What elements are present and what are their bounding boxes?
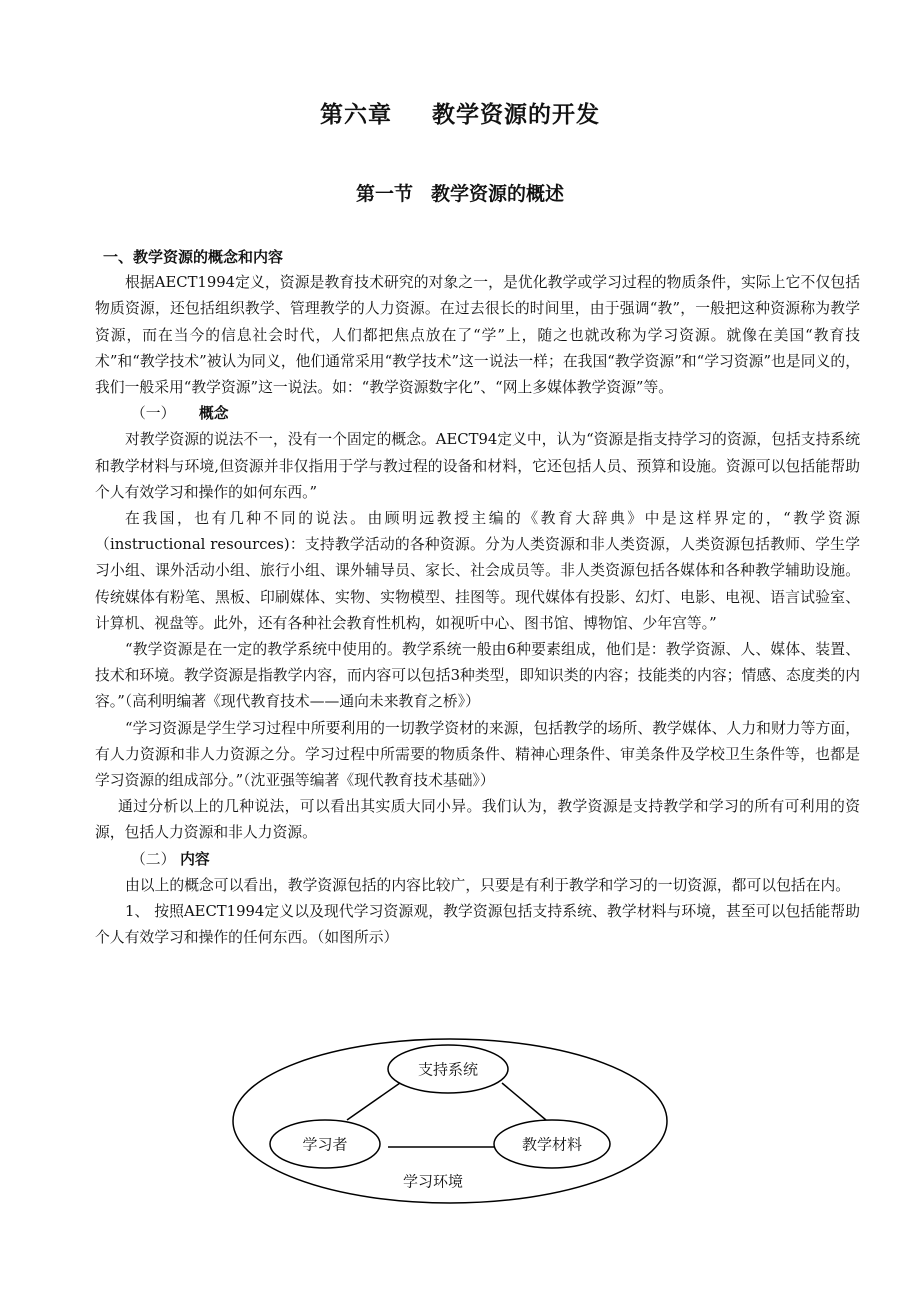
section-name: 教学资源的概述 — [431, 183, 565, 205]
chapter-label: 第六章 — [320, 102, 392, 128]
paragraph-content-scope: 由以上的概念可以看出，教学资源包括的内容比较广，只要是有利于教学和学习的一切资源，都可以包括在内。 — [125, 876, 851, 894]
node-learner-label: 学习者 — [302, 1135, 348, 1154]
subheading-concept-title: 概念 — [198, 405, 229, 423]
body-text — [95, 244, 860, 951]
node-teaching-material-label: 教学材料 — [521, 1135, 583, 1154]
resource-diagram — [230, 1036, 670, 1206]
paragraph-shen-quote: “学习资源是学生学习过程中所要利用的一切教学资材的来源，包括教学的场所、教学媒体、人力和财力等方面，有人力资源和非人力资源之分。学习过程中所需要的物质条件、精神心理条件、审美条件及学校卫生条件等，也都是学习资源的组成部分。”（沈亚强等编著《现代教育技术基础》） — [95, 719, 860, 790]
paragraph-gao-quote: “教学资源是在一定的教学系统中使用的。教学系统一般由6种要素组成，他们是：教学资源、人、媒体、装置、技术和环境。教学资源是指教学内容，而内容可以包括3种类型，即知识类的内容；技能类的内容；情感、态度类的内容。”（高利明编著《现代教育技术——通向未来教育之桥》） — [95, 641, 860, 711]
node-support-system-label: 支持系统 — [417, 1060, 479, 1079]
edge-top-right — [502, 1083, 546, 1120]
section-label: 第一节 — [355, 183, 413, 205]
subheading-content — [131, 847, 860, 873]
paragraph-intro: 根据AECT1994定义，资源是教育技术研究的对象之一，是优化教学或学习过程的物质条件，实际上它不仅包括物质资源，还包括组织教学、管理教学的人力资源。在过去很长的时间里，由于强调“教”，一般把这种资源称为教学资源，而在当今的信息社会时代，人们都把焦点放在了“学”上，随之也就改称为学习资源。就像在美国“教育技术”和“教学技术”被认为同义，他们通常采用“教学技术”这一说法一样；在我国“教学资源”和“学习资源”也是同义的，我们一般采用“教学资源”这一说法。如：“教学资源数字化”、“网上多媒体教学资源”等。 — [95, 274, 860, 397]
chapter-name: 教学资源的开发 — [432, 102, 600, 128]
edge-top-left — [347, 1083, 400, 1120]
environment-label: 学习环境 — [402, 1172, 464, 1191]
chapter-title — [0, 96, 920, 129]
subheading-content-label: （二） — [131, 850, 176, 868]
heading-concept-content: 一、教学资源的概念和内容 — [103, 248, 284, 266]
paragraph-china-definition: 在我国，也有几种不同的说法。由顾明远教授主编的《教育大辞典》中是这样界定的，“教学资源（instructional resources)：支持教学活动的各种资源。分为人类资源和非人类资源，人类资源包括教师、学生学习小组、课外活动小组、旅行小组、课外辅导员、家长、社会成员等。非人类资源包括各媒体和各种教学辅助设施。传统媒体有粉笔、黑板、印刷媒体、实物、实物模型、挂图等。现代媒体有投影、幻灯、电影、电视、语言试验室、计算机、视盘等。此外，还有各种社会教育性机构，如视听中心、图书馆、博物馆、少年宫等。” — [95, 510, 860, 632]
section-title — [0, 179, 920, 206]
paragraph-conclusion: 通过分析以上的几种说法，可以看出其实质大同小异。我们认为，教学资源是支持教学和学习的所有可利用的资源，包括人力资源和非人力资源。 — [95, 798, 860, 842]
paragraph-aect-definition: 对教学资源的说法不一，没有一个固定的概念。AECT94定义中，认为“资源是指支持学习的资源，包括支持系统和教学材料与环境,但资源并非仅指用于学与教过程的设备和材料，它还包括人员、预算和设施。资源可以包括能帮助个人有效学习和操作的如何东西。” — [95, 431, 860, 501]
subheading-concept — [131, 401, 860, 427]
subheading-content-title: 内容 — [180, 850, 210, 868]
subheading-concept-label: （一） — [131, 405, 176, 423]
paragraph-aect1994-content: 1、 按照AECT1994定义以及现代学习资源观，教学资源包括支持系统、教学材料与环境，甚至可以包括能帮助个人有效学习和操作的任何东西。（如图所示） — [95, 903, 860, 947]
